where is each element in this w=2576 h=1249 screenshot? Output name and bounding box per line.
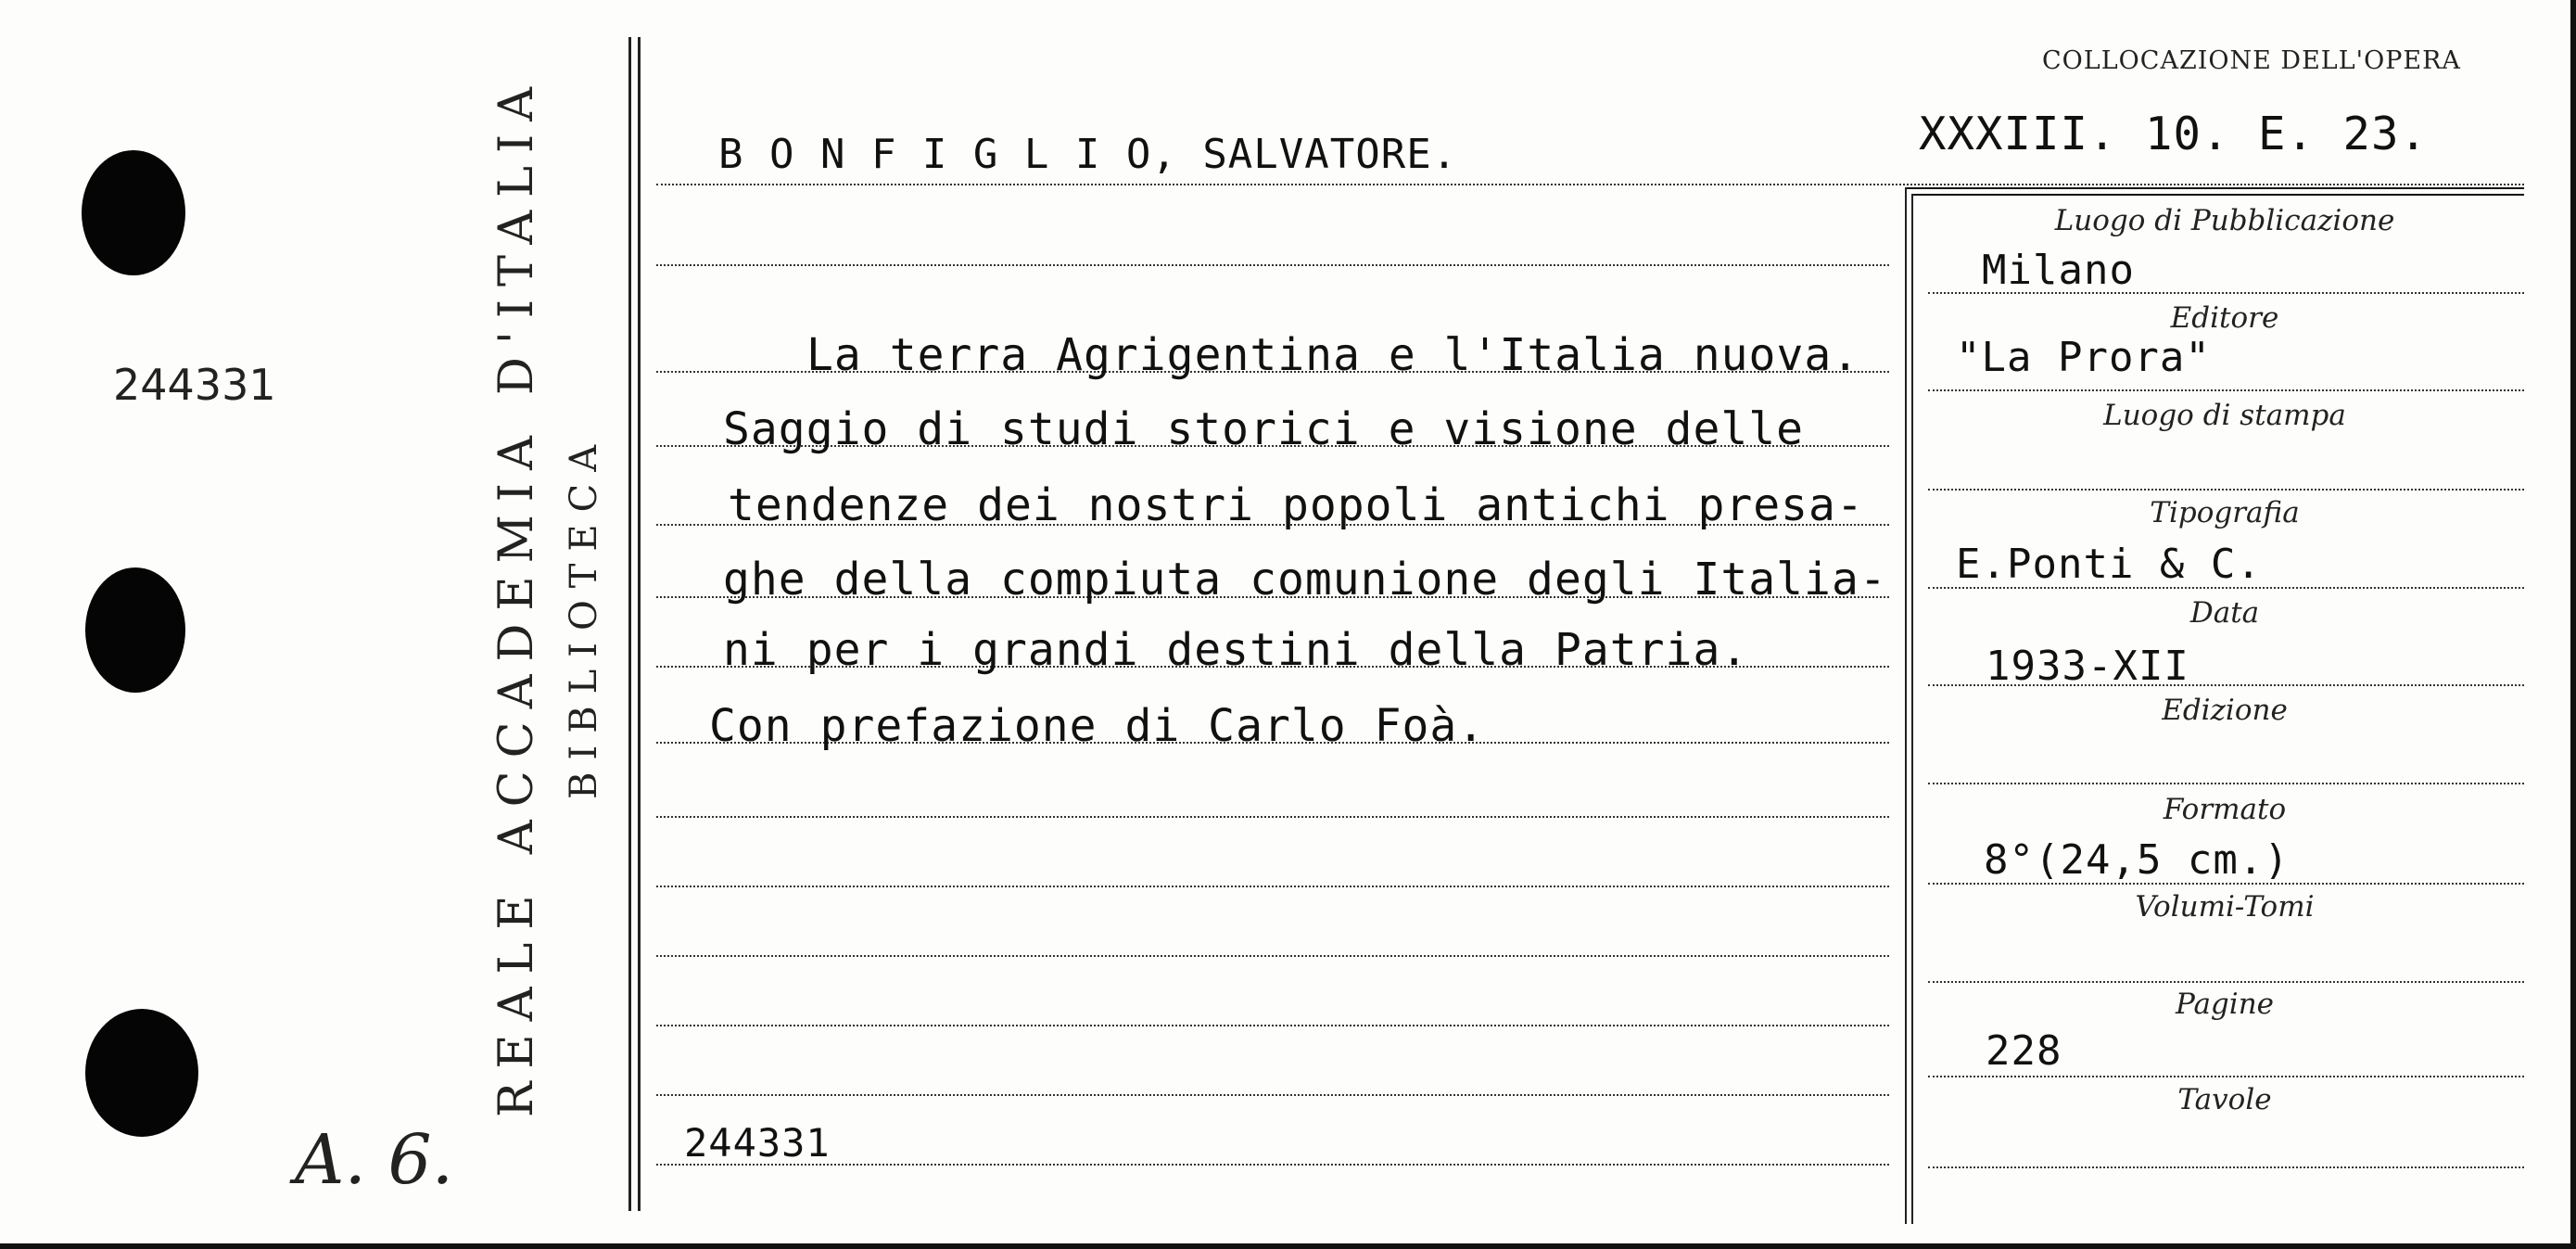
value-formato: 8°(24,5 cm.) (1984, 836, 2290, 884)
title-line-3: tendenze dei nostri popoli antichi presa- (728, 479, 1864, 531)
collocation-label: COLLOCAZIONE DELL'OPERA (2042, 46, 2461, 75)
rule-line (656, 955, 1889, 957)
value-luogo-pubblicazione: Milano (1982, 247, 2135, 294)
value-pagine: 228 (1986, 1027, 2062, 1075)
label-edizione: Edizione (2162, 694, 2288, 727)
label-tavole: Tavole (2177, 1083, 2272, 1116)
field-rule-line (1928, 981, 2524, 983)
rule-line (656, 1025, 1889, 1026)
title-line-2: Saggio di studi storici e visione delle (723, 403, 1805, 455)
rule-line (656, 184, 2524, 185)
field-rule-line (1928, 1166, 2524, 1168)
label-editore: Editore (2170, 301, 2279, 335)
field-rule-line (1928, 1076, 2524, 1077)
label-data: Data (2189, 596, 2260, 630)
inventory-number-left: 244331 (113, 360, 276, 410)
handwritten-mark: A. 6. (295, 1120, 454, 1200)
punch-hole-bottom (85, 1009, 198, 1137)
label-tipografia: Tipografia (2150, 496, 2300, 529)
field-box-rule-a (1905, 187, 1907, 1224)
field-rule-line (1928, 389, 2524, 391)
left-double-rule-a (628, 37, 631, 1211)
rule-line (656, 264, 1889, 266)
rule-line (656, 886, 1889, 887)
punch-hole-top (82, 150, 185, 275)
rule-line (656, 1094, 1889, 1096)
title-line-1: La terra Agrigentina e l'Italia nuova. (806, 329, 1860, 381)
author-heading: B O N F I G L I O, SALVATORE. (718, 131, 1458, 178)
title-line-6: Con prefazione di Carlo Foà. (709, 700, 1486, 752)
label-luogo-stampa: Luogo di stampa (2103, 399, 2346, 432)
card-edge-bottom (0, 1243, 2576, 1249)
collocation-value: XXXIII. 10. E. 23. (1919, 108, 2429, 160)
punch-hole-middle (85, 567, 185, 693)
rule-line (656, 1164, 1889, 1166)
title-line-4: ghe della compiuta comunione degli Italia- (723, 554, 1887, 605)
field-box-rule-b (1911, 194, 1913, 1224)
label-pagine: Pagine (2175, 988, 2275, 1021)
label-formato: Formato (2163, 793, 2287, 826)
value-tipografia: E.Ponti & C. (1956, 541, 2262, 588)
institution-name: REALE ACCADEMIA D'ITALIA (489, 74, 544, 1117)
title-line-5: ni per i grandi destini della Patria. (723, 624, 1749, 676)
field-box-top-rule-a (1905, 187, 2524, 189)
left-double-rule-b (638, 37, 641, 1211)
inventory-number-bottom: 244331 (684, 1120, 831, 1166)
field-box-top-rule-b (1911, 194, 2524, 196)
label-volumi-tomi: Volumi-Tomi (2135, 890, 2315, 924)
rule-line (656, 816, 1889, 818)
label-luogo-pubblicazione: Luogo di Pubblicazione (2054, 204, 2395, 237)
field-rule-line (1928, 489, 2524, 491)
library-name: BIBLIOTECA (563, 432, 605, 799)
field-rule-line (1928, 783, 2524, 784)
card-edge-right (2570, 0, 2576, 1249)
value-editore: "La Prora" (1956, 334, 2211, 381)
value-data: 1933-XII (1986, 643, 2189, 690)
